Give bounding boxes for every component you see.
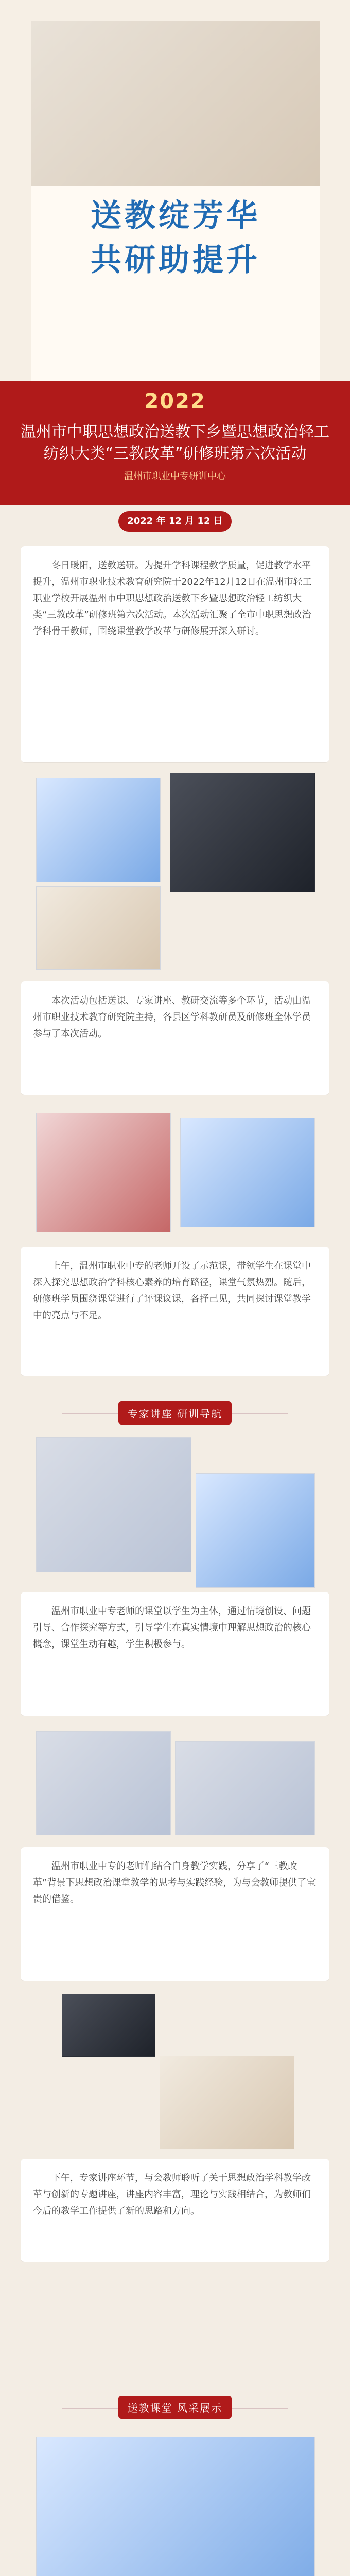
cover-card [31, 21, 320, 382]
photo-3 [36, 886, 161, 970]
paragraph-5: 温州市职业中专的老师们结合自身教学实践，分享了“三教改革”背景下思想政治课堂教学的思考与实践经验，为与会教师提供了宝贵的借鉴。 [33, 1861, 316, 1905]
photo-11 [160, 2056, 294, 2149]
photo-9 [175, 1741, 315, 1835]
ribbon-title: 温州市中职思想政治送教下乡暨思想政治轻工纺织大类“三教改革”研修班第六次活动 [21, 423, 329, 463]
photo-2 [170, 773, 315, 892]
cover-title-line2: 共研助提升 [91, 242, 260, 278]
photo-10 [62, 1994, 155, 2057]
cover-title-line1: 送教绽芳华 [91, 198, 260, 234]
card-3 [21, 1247, 329, 1376]
card-5 [21, 1847, 329, 1981]
paragraph-6: 下午，专家讲座环节，与会教师聆听了关于思想政治学科教学改革与创新的专题讲座，讲座内容丰富，理论与实践相结合，为教师们今后的教学工作提供了新的思路和方向。 [33, 2173, 311, 2216]
section-header-1 [0, 1401, 350, 1425]
intro-paragraph-1: 冬日暖阳，送教送研。为提升学科课程教学质量，促进教学水平提升，温州市职业技术教育研究院于2022年12月12日在温州市轻工职业学校开展温州市中职思想政治送教下乡暨思想政治轻工纺织大类“三教改革”研修班第六次活动。本次活动汇聚了全市中职思想政治学科骨干教师，围绕课堂教学改革与研修展开深入研讨。 [33, 560, 312, 637]
header [0, 0, 350, 386]
section-header-2 [0, 2396, 350, 2419]
photo-6 [36, 1437, 191, 1572]
intro-card [21, 546, 329, 762]
photo-5 [180, 1118, 315, 1227]
paragraph-4: 温州市职业中专老师的课堂以学生为主体，通过情境创设、问题引导、合作探究等方式，引导学生在真实情境中理解思想政治的核心概念，课堂生动有趣，学生积极参与。 [33, 1606, 311, 1650]
paragraph-3: 上午，温州市职业中专的老师开设了示范课，带领学生在课堂中深入探究思想政治学科核心素养的培育路径，课堂气氛热烈。随后，研修班学员围绕课堂进行了评课议课，各抒己见，共同探讨课堂教学中的亮点与不足。 [33, 1261, 311, 1321]
photo-1 [36, 778, 161, 882]
cover-photo [31, 21, 320, 186]
ribbon [0, 381, 350, 505]
paragraph-2: 本次活动包括送课、专家讲座、教研交流等多个环节，活动由温州市职业技术教育研究院主持，各县区学科教研员及研修班全体学员参与了本次活动。 [33, 995, 311, 1039]
cover-title [31, 191, 320, 280]
section-1-title: 专家讲座 研训导航 [118, 1401, 232, 1425]
card-6 [21, 2159, 329, 2262]
ribbon-org: 温州市职业中专研训中心 [124, 471, 226, 482]
section-2-title: 送教课堂 风采展示 [118, 2396, 232, 2419]
date-pill: 2022 年 12 月 12 日 [118, 511, 232, 532]
photo-8 [36, 1731, 171, 1835]
ribbon-year: 2022 [144, 389, 206, 413]
photo-12 [36, 2437, 315, 2576]
card-4 [21, 1592, 329, 1716]
photo-4 [36, 1113, 171, 1232]
photo-7 [196, 1473, 315, 1588]
card-2 [21, 981, 329, 1095]
